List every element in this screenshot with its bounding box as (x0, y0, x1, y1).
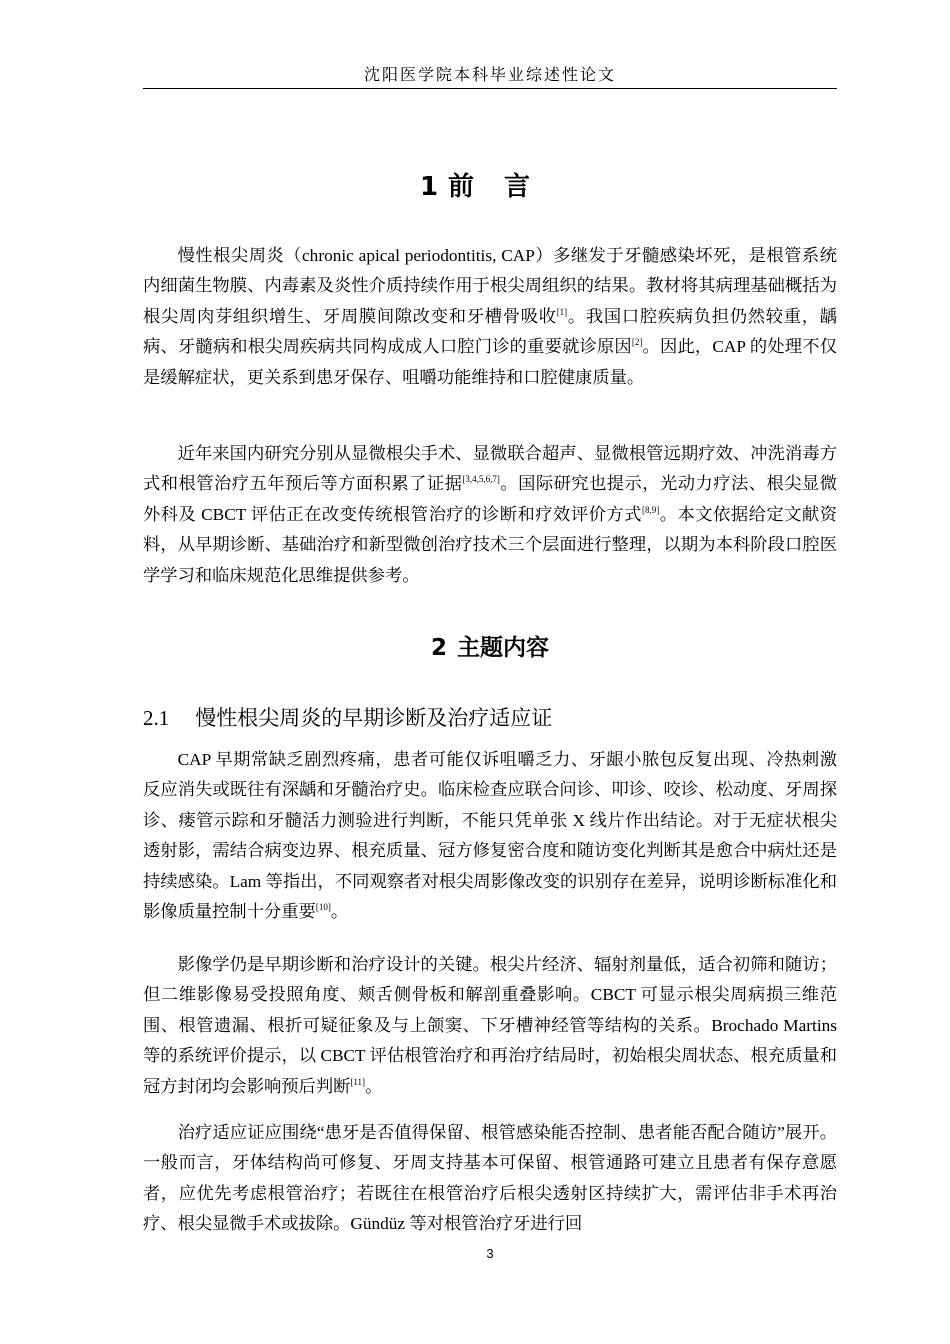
paragraph-text: 影像学仍是早期诊断和治疗设计的关键。根尖片经济、辐射剂量低，适合初筛和随访；但二维影像易受投照角度、颊舌侧骨板和解剖重叠影响。CBCT 可显示根尖周病损三维范围、根管遗漏、根折可疑征象及与上颌窦、下牙槽神经管等结构的关系。Brochado Martins 等的系统评价提示，以 CBCT 评估根管治疗和再治疗结局时，初始根尖周状态、根充质量和冠方封闭均会影响预后判断 (143, 955, 837, 1096)
citation: [2] (631, 337, 643, 348)
section-2-heading (143, 632, 837, 664)
paragraph (143, 241, 837, 393)
section-number: 1 (419, 172, 439, 202)
citation: [10] (315, 902, 331, 913)
section-1-heading (143, 170, 837, 204)
citation: [11] (350, 1076, 366, 1087)
section-title: 前言 (448, 172, 561, 202)
subsection-number: 2.1 (143, 706, 170, 730)
section-title: 主题内容 (457, 635, 549, 661)
paragraph-text: CAP 早期常缺乏剧烈疼痛，患者可能仅诉咀嚼乏力、牙龈小脓包反复出现、冷热刺激反应消失或既往有深龋和牙髓治疗史。临床检查应联合问诊、叩诊、咬诊、松动度、牙周探诊、瘘管示踪和牙髓活力测验进行判断，不能只凭单张 X 线片作出结论。对于无症状根尖透射影，需结合病变边界、根充质量、冠方修复密合度和随访变化判断其是愈合中病灶还是持续感染。Lam 等指出，不同观察者对根尖周影像改变的识别存在差异，说明诊断标准化和影像质量控制十分重要 (143, 750, 837, 922)
paragraph (143, 1118, 837, 1240)
paragraph-text: 慢性根尖周炎（chronic apical periodontitis, CAP）多继发于牙髓感染坏死，是根管系统内细菌生物膜、内毒素及炎性介质持续作用于根尖周组织的结果。教材将其病理基础概括为根尖周肉芽组织增生、牙周膜间隙改变和牙槽骨吸收 (143, 246, 837, 326)
paragraph-text: 近年来国内研究分别从显微根尖手术、显微联合超声、显微根管远期疗效、冲洗消毒方式和根管治疗五年预后等方面积累了证据 (143, 444, 837, 494)
paragraph-text: 。我国口腔疾病负担仍然较重，龋病、牙髓病和根尖周疾病共同构成成人口腔门诊的重要就诊原因 (143, 306, 837, 357)
paragraph (143, 950, 837, 1102)
section-number: 2 (430, 635, 447, 661)
paragraph-text: 治疗适应证应围绕“患牙是否值得保留、根管感染能否控制、患者能否配合随访”展开。一般而言，牙体结构尚可修复、牙周支持基本可保留、根管通路可建立且患者有保存意愿者，应优先考虑根管治疗；若既往在根管治疗后根尖透射区持续扩大，需评估非手术再治疗、根尖显微手术或拔除。Gündüz 等对根管治疗牙进行回 (143, 1123, 837, 1234)
paragraph-text: 。本文依据给定文献资料，从早期诊断、基础治疗和新型微创治疗技术三个层面进行整理，以期为本科阶段口腔医学学习和临床规范化思维提供参考。 (143, 504, 837, 585)
paragraph (143, 439, 837, 591)
subsection-heading (143, 703, 837, 733)
citation: [8,9] (641, 504, 660, 515)
page-number: 3 (486, 1246, 494, 1261)
subsection-title: 慢性根尖周炎的早期诊断及治疗适应证 (195, 706, 553, 730)
citation: [1] (556, 306, 568, 317)
paragraph-text: 。国际研究也提示，光动力疗法、根尖显微外科及 CBCT 评估正在改变传统根管治疗的诊断和疗效评价方式 (143, 474, 837, 524)
paragraph-text: 。 (330, 902, 349, 922)
paragraph-text: 。 (365, 1076, 383, 1096)
paragraph-text: 。因此，CAP 的处理不仅是缓解症状，更关系到患牙保存、咀嚼功能维持和口腔健康质量。 (143, 337, 837, 387)
paragraph (143, 745, 837, 927)
citation: [3,4,5,6,7] (462, 474, 500, 485)
running-header: 沈阳医学院本科毕业综述性论文 (143, 66, 837, 89)
